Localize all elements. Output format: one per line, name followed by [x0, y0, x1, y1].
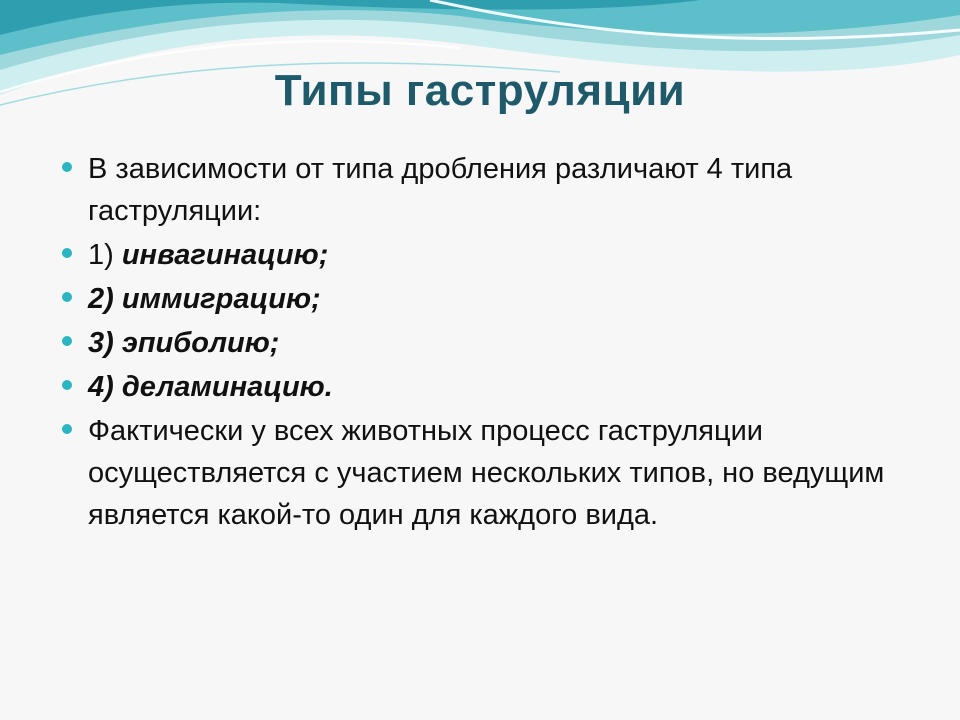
- bullet-emphasis: 3) эпиболию;: [88, 327, 280, 359]
- slide-title: Типы гаструляции: [274, 66, 686, 115]
- bullet-emphasis: 4) деламинацию.: [88, 371, 333, 403]
- bullet-dot-icon: [62, 162, 72, 172]
- bullet-dot-icon: [62, 380, 72, 390]
- bullet-dot-icon: [62, 336, 72, 346]
- bullet-emphasis: инвагинацию;: [121, 239, 329, 271]
- bullet-item: [60, 148, 920, 232]
- bullet-item: [60, 234, 920, 276]
- bullet-text: В зависимости от типа дробления различают 4 типа гаструляции:: [88, 153, 793, 227]
- bullet-emphasis: 2) иммиграцию;: [88, 283, 321, 315]
- bullet-item: [60, 322, 920, 364]
- bullet-dot-icon: [62, 248, 72, 258]
- bullet-dot-icon: [62, 292, 72, 302]
- bullet-item: [60, 278, 920, 320]
- bullet-item: [60, 410, 920, 536]
- bullet-dot-icon: [62, 424, 72, 434]
- bullet-text: Фактически у всех животных процесс гаструляции осуществляется с участием нескольких типов, но ведущим является какой-то один для каждого вида.: [88, 415, 885, 531]
- bullet-list: [60, 148, 920, 536]
- bullet-item: [60, 366, 920, 408]
- bullet-prefix: 1): [88, 239, 122, 271]
